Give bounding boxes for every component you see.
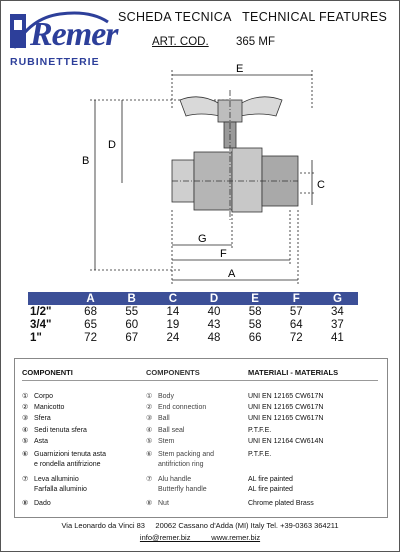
dim-label-a: A [228, 268, 236, 280]
row-size: 3/4" [30, 318, 52, 331]
table-cell: 37 [331, 318, 344, 331]
dimensions-corner [28, 292, 70, 305]
list-item-en: ⑤ Stem [146, 438, 175, 445]
dimensions-header-row [28, 292, 358, 305]
brand-logo [10, 8, 118, 58]
list-item-material: P.T.F.E. [248, 451, 272, 458]
list-item-en: ③ Ball [146, 415, 170, 422]
components-header-en: COMPONENTS [146, 368, 200, 377]
table-row [28, 331, 358, 344]
column-header: G [332, 292, 342, 305]
table-cell: 55 [125, 305, 139, 318]
table-cell: 68 [84, 305, 97, 318]
components-divider [22, 380, 378, 381]
dimensions-table [28, 292, 358, 344]
table-cell: 24 [166, 331, 180, 344]
dim-label-b: B [82, 155, 90, 167]
article-code: 365 MF [236, 36, 275, 48]
table-row [28, 318, 358, 331]
table-row [28, 305, 358, 318]
column-header: E [251, 292, 259, 305]
list-item-en: ⑧ Nut [146, 500, 169, 507]
dim-label-f: F [220, 248, 227, 260]
list-item-material: Chrome plated Brass [248, 500, 314, 507]
column-header: D [209, 292, 219, 305]
table-cell: 66 [248, 331, 262, 344]
table-cell: 19 [166, 318, 180, 331]
column-header: A [86, 292, 95, 305]
footer-address: Via Leonardo da Vinci 83 20062 Cassano d'Adda (MI) Italy Tel. +39-0363 364211 [61, 521, 339, 530]
table-cell: 72 [289, 331, 303, 344]
column-header: B [127, 292, 136, 305]
list-item-en: ⑥ Stem packing and antifriction ring [146, 451, 215, 468]
materials-header: MATERIALI - MATERIALS [248, 368, 339, 377]
row-size: 1" [30, 331, 42, 344]
table-cell: 64 [289, 318, 303, 331]
list-item-en: ② End connection [146, 404, 207, 411]
list-item: ④ Sedi tenuta sfera [22, 427, 87, 434]
table-cell: 65 [84, 318, 97, 331]
article-label: ART. COD. [152, 36, 209, 48]
footer-contacts[interactable]: info@remer.biz www.remer.biz [139, 533, 261, 542]
table-cell: 40 [207, 305, 221, 318]
list-item: ⑤ Asta [22, 438, 49, 445]
table-cell: 72 [84, 331, 97, 344]
list-item-en: ⑦ Alu handle Butterfly handle [146, 476, 207, 493]
dim-label-d: D [108, 139, 116, 151]
list-item-en: ① Body [146, 393, 174, 400]
list-item-material: UNI EN 12165 CW617N [248, 415, 324, 422]
brand-name: Remer [30, 16, 118, 53]
list-item: ① Corpo [22, 393, 54, 400]
dim-label-g: G [198, 233, 207, 245]
list-item-en: ④ Ball seal [146, 427, 185, 434]
table-cell: 67 [125, 331, 139, 344]
table-cell: 48 [207, 331, 221, 344]
dim-label-c: C [317, 179, 325, 191]
column-header: F [292, 292, 300, 305]
dim-label-e: E [236, 63, 244, 75]
document-title: SCHEDA TECNICA TECHNICAL FEATURES [118, 10, 388, 24]
list-item: ③ Sfera [22, 415, 51, 422]
table-cell: 60 [125, 318, 139, 331]
list-item: ② Manicotto [22, 404, 65, 411]
components-header-it: COMPONENTI [22, 368, 73, 377]
list-item-material: UNI EN 12164 CW614N [248, 438, 324, 445]
valve-drawing [60, 60, 370, 290]
list-item-material: UNI EN 12165 CW617N [248, 393, 324, 400]
column-header: C [168, 292, 177, 305]
row-size: 1/2" [30, 305, 52, 318]
table-cell: 58 [248, 318, 262, 331]
list-item-material: UNI EN 12165 CW617N [248, 404, 324, 411]
brand-subtitle: RUBINETTERIE [10, 56, 100, 68]
table-cell: 14 [166, 305, 180, 318]
list-item-material: AL fire painted AL fire painted [248, 476, 293, 493]
list-item-material: P.T.F.E. [248, 427, 272, 434]
list-item: ⑦ Leva alluminio Farfalla alluminio [22, 476, 87, 493]
list-item: ⑥ Guarnizioni tenuta asta e rondella antifrizione [22, 451, 106, 468]
table-cell: 41 [331, 331, 344, 344]
list-item: ⑧ Dado [22, 500, 51, 507]
table-cell: 43 [207, 318, 221, 331]
table-cell: 58 [248, 305, 262, 318]
table-cell: 34 [331, 305, 344, 318]
table-cell: 57 [289, 305, 303, 318]
